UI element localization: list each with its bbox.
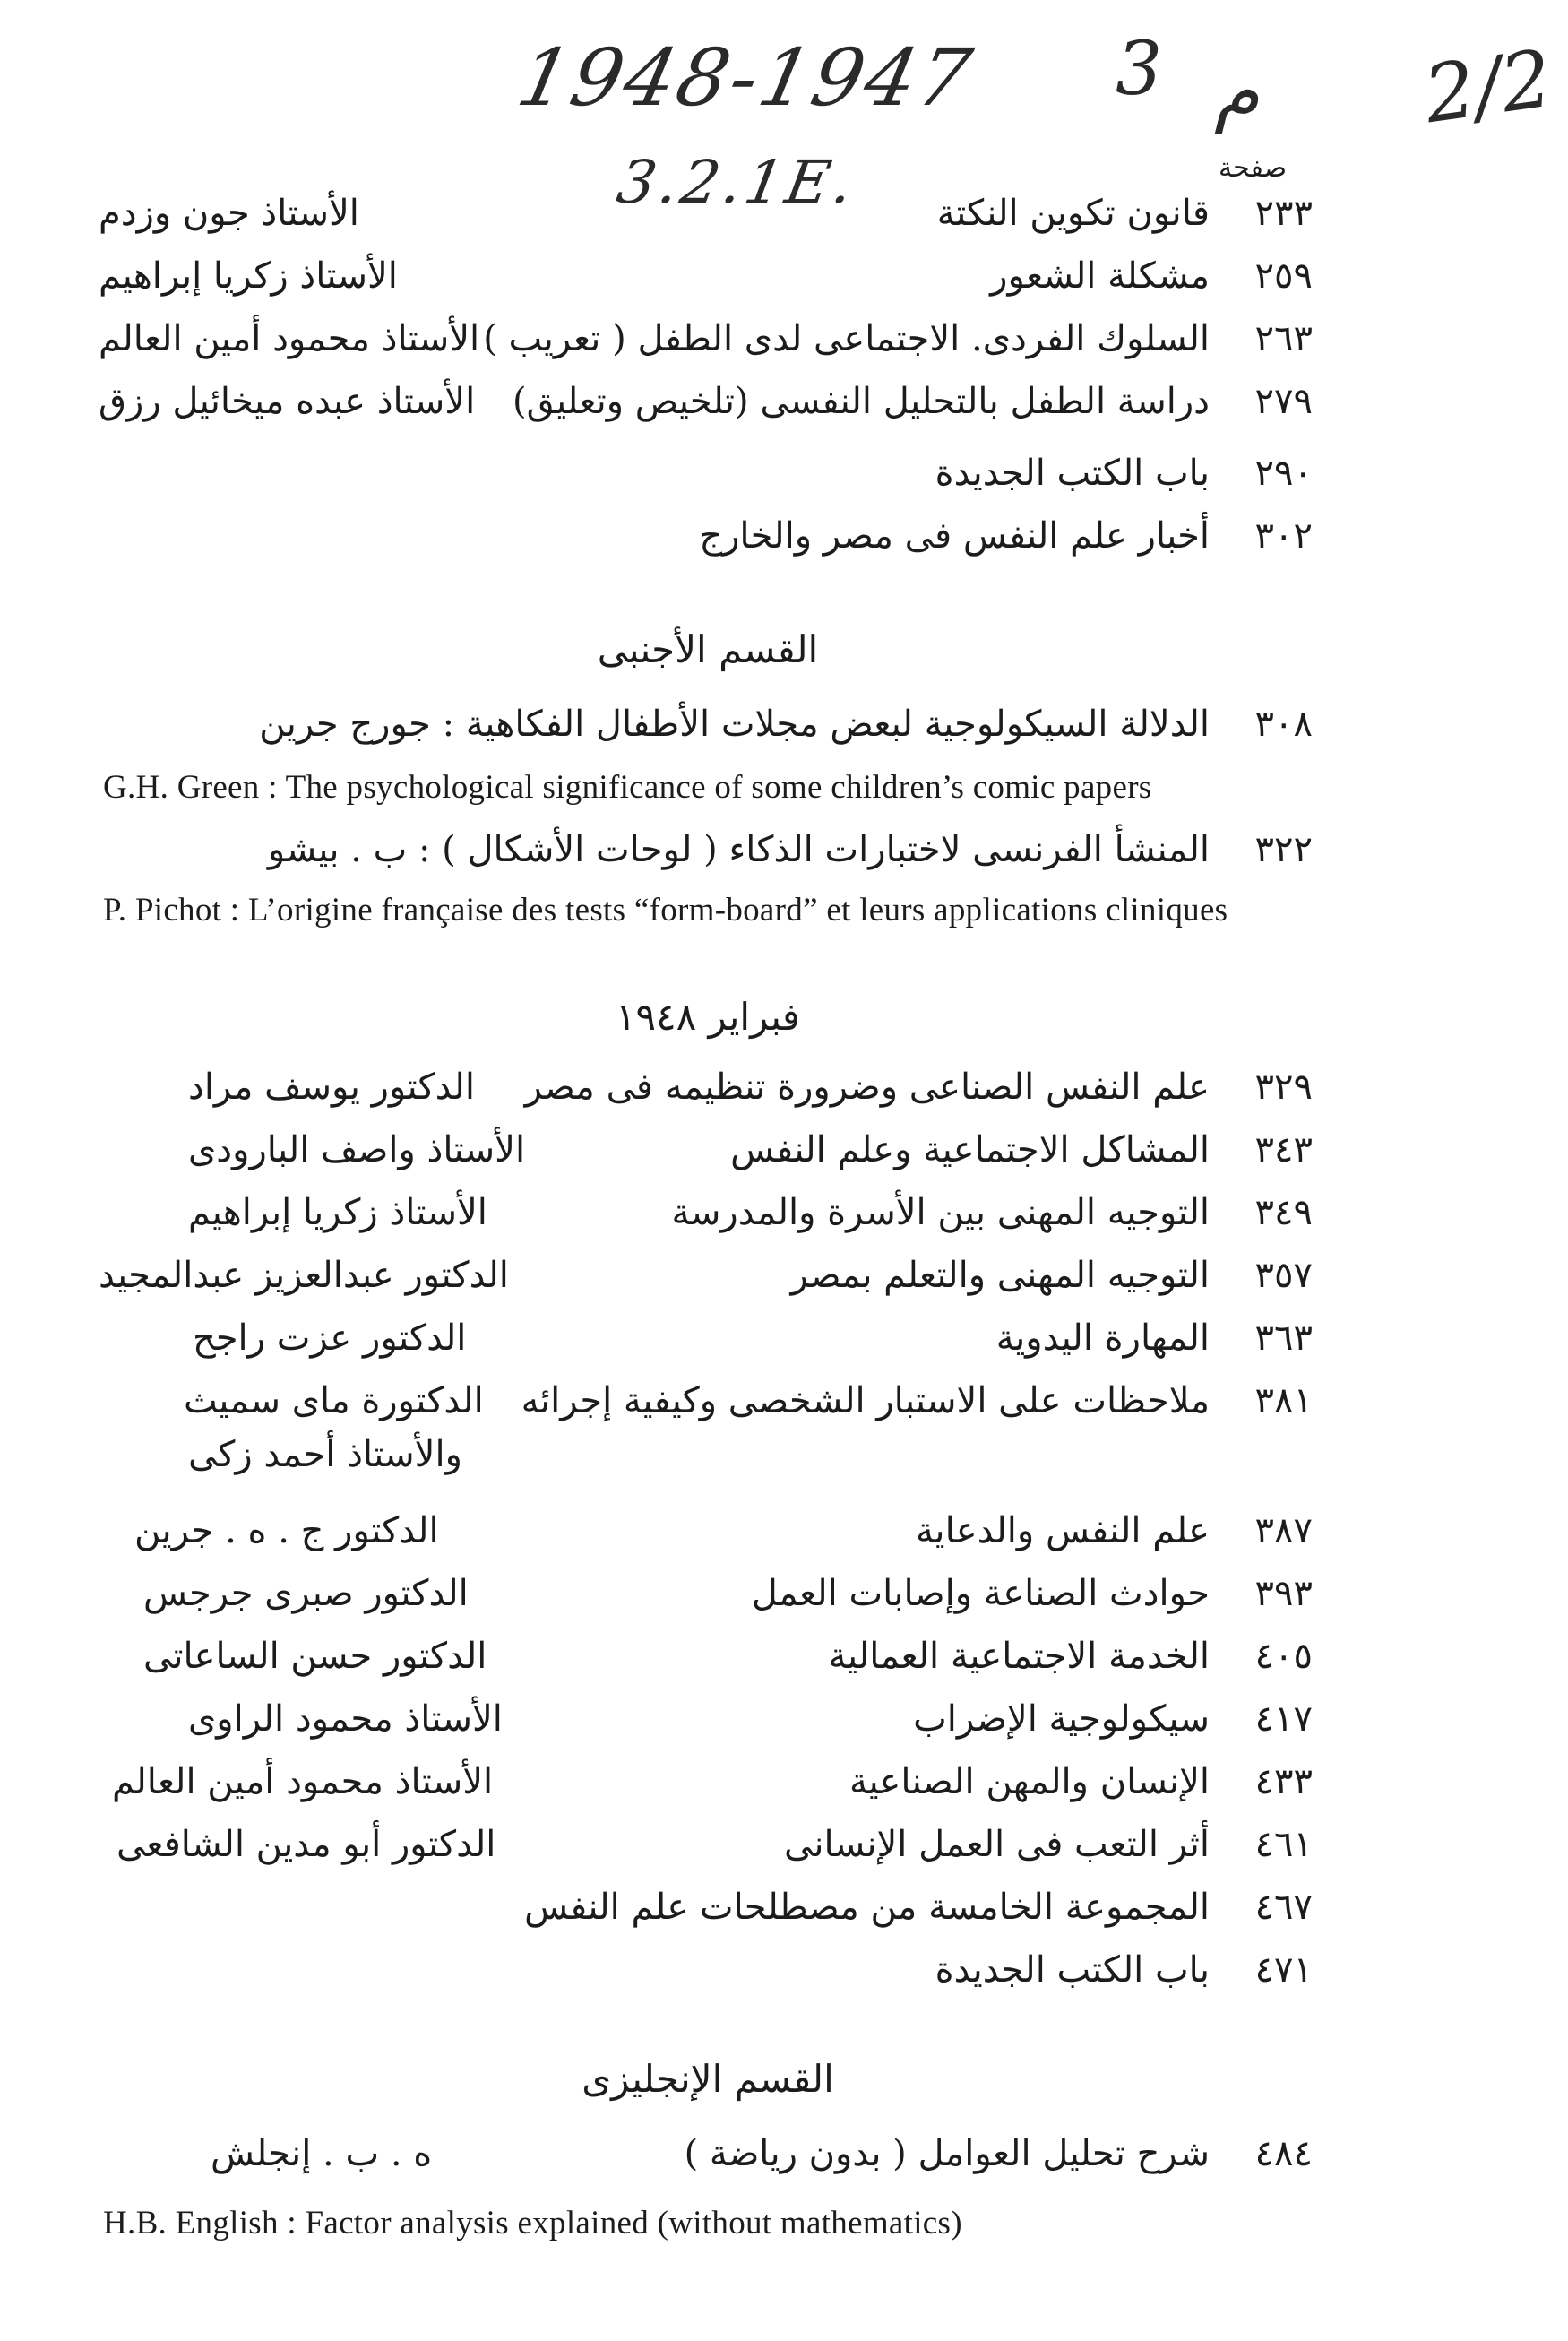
entry-title: حوادث الصناعة وإصابات العمل (751, 1573, 1210, 1614)
entry-author: الأستاذ جون وزدم (99, 193, 359, 234)
section-heading-foreign: القسم الأجنبى (597, 627, 819, 671)
handwritten-volume-number: 3 (1116, 27, 1163, 112)
toc-entry (0, 1255, 1568, 1312)
entry-page-number: ٣٨١ (1254, 1380, 1313, 1421)
entry-page-number: ٣٢٢ (1254, 829, 1313, 870)
entry-author: الأستاذ محمود أمين العالم (112, 1761, 494, 1802)
entry-english-title: G.H. Green : The psychological significance of some children’s comic papers (103, 769, 1152, 806)
toc-entry (0, 1510, 1568, 1568)
toc-entry (0, 704, 1568, 761)
entry-page-number: ٤٨٤ (1254, 2133, 1313, 2174)
entry-page-number: ٤٣٣ (1254, 1761, 1313, 1802)
entry-page-number: ٣٩٣ (1254, 1573, 1313, 1614)
toc-entry (0, 515, 1568, 573)
entry-author: الدكتور عزت راجح (193, 1317, 467, 1359)
toc-entry (0, 1761, 1568, 1818)
toc-entry (0, 1067, 1568, 1124)
entry-author: الأستاذ محمود الراوى (188, 1698, 503, 1740)
entry-page-number: ٣٨٧ (1254, 1510, 1313, 1551)
entry-title: التوجيه المهنى بين الأسرة والمدرسة (671, 1192, 1210, 1233)
entry-author: الدكتور عبدالعزيز عبدالمجيد (99, 1255, 509, 1296)
entry-page-number: ٢٧٩ (1254, 381, 1313, 422)
entry-title: المهارة اليدوية (995, 1317, 1210, 1359)
entry-author: الدكتور حسن الساعاتى (143, 1636, 487, 1677)
toc-entry (0, 1380, 1568, 1495)
entry-page-number: ٤٠٥ (1254, 1636, 1313, 1677)
toc-entry (0, 2133, 1568, 2190)
toc-entry (0, 193, 1568, 250)
entry-page-number: ٣٠٢ (1254, 515, 1313, 557)
toc-entry (0, 1698, 1568, 1756)
entry-author: الأستاذ واصف البارودى (188, 1129, 526, 1170)
entry-author: الدكتورة ماى سميث (184, 1380, 484, 1421)
entry-page-number: ٢٣٣ (1254, 193, 1313, 234)
entry-page-number: ٣٤٣ (1254, 1129, 1313, 1170)
entry-english-title: H.B. English : Factor analysis explained (without mathematics) (103, 2205, 962, 2242)
entry-title: ملاحظات على الاستبار الشخصى وكيفية إجرائه (521, 1380, 1210, 1421)
entry-english-title: P. Pichot : L’origine française des tests “form-board” et leurs applications cliniques (103, 892, 1228, 929)
entry-page-number: ٤١٧ (1254, 1698, 1313, 1740)
toc-entry (0, 1192, 1568, 1249)
handwritten-code: 3.2.1E. (612, 148, 862, 217)
toc-entry (0, 381, 1568, 438)
toc-entry (0, 318, 1568, 376)
entry-title: أثر التعب فى العمل الإنسانى (784, 1824, 1210, 1865)
entry-title: دراسة الطفل بالتحليل النفسى (تلخيص وتعليق) (513, 381, 1210, 422)
entry-author-second: والأستاذ أحمد زكى (188, 1434, 462, 1475)
page-column-label: صفحة (1219, 152, 1288, 184)
entry-page-number: ٢٥٩ (1254, 255, 1313, 297)
entry-title: علم النفس الصناعى وضرورة تنظيمه فى مصر (524, 1067, 1210, 1108)
entry-page-number: ٣٢٩ (1254, 1067, 1313, 1108)
entry-author: الأستاذ عبده ميخائيل رزق (99, 381, 476, 422)
entry-page-number: ٣٥٧ (1254, 1255, 1313, 1296)
entry-page-number: ٣٦٣ (1254, 1317, 1313, 1359)
entry-author: الدكتور صبرى جرجس (143, 1573, 469, 1614)
entry-author: الدكتور ج . ه . جرين (134, 1510, 439, 1551)
toc-entry (0, 1887, 1568, 1944)
section-heading-english: القسم الإنجليزى (582, 2057, 834, 2101)
entry-page-number: ٤٦٧ (1254, 1887, 1313, 1928)
entry-page-number: ٢٩٠ (1254, 453, 1313, 494)
entry-title: المجموعة الخامسة من مصطلحات علم النفس (524, 1887, 1210, 1928)
toc-entry (0, 453, 1568, 510)
entry-author: الأستاذ محمود أمين العالم (99, 318, 480, 359)
toc-entry (0, 1949, 1568, 2007)
entry-author: الدكتور يوسف مراد (188, 1067, 475, 1108)
entry-author: الأستاذ زكريا إبراهيم (188, 1192, 487, 1233)
entry-author: الدكتور أبو مدين الشافعى (116, 1824, 496, 1865)
entry-page-number: ٤٧١ (1254, 1949, 1313, 1991)
entry-title: التوجيه المهنى والتعلم بمصر (790, 1255, 1210, 1296)
month-heading: فبراير ١٩٤٨ (615, 995, 801, 1039)
toc-entry (0, 1636, 1568, 1693)
toc-entry (0, 1573, 1568, 1630)
entry-title: المنشأ الفرنسى لاختبارات الذكاء ( لوحات الأشكال ) : ب . بيشو (267, 829, 1210, 870)
entry-title: الدلالة السيكولوجية لبعض مجلات الأطفال الفكاهية : جورج جرين (259, 704, 1210, 745)
entry-title: السلوك الفردى. الاجتماعى لدى الطفل ( تعريب ) (483, 318, 1210, 359)
entry-page-number: ٢٦٣ (1254, 318, 1313, 359)
toc-entry (0, 1317, 1568, 1375)
entry-title: علم النفس والدعاية (915, 1510, 1210, 1551)
entry-page-number: ٤٦١ (1254, 1824, 1313, 1865)
toc-entry (0, 829, 1568, 886)
entry-title: سيكولوجية الإضراب (913, 1698, 1210, 1740)
entry-title: باب الكتب الجديدة (935, 453, 1210, 494)
entry-title: الإنسان والمهن الصناعية (849, 1761, 1210, 1802)
entry-title: أخبار علم النفس فى مصر والخارج (699, 515, 1210, 557)
entry-author: الأستاذ زكريا إبراهيم (99, 255, 398, 297)
entry-title: باب الكتب الجديدة (935, 1949, 1210, 1991)
entry-title: قانون تكوين النكتة (936, 193, 1210, 234)
toc-entry (0, 255, 1568, 313)
entry-author: ه . ب . إنجلش (211, 2133, 433, 2174)
entry-page-number: ٣٤٩ (1254, 1192, 1313, 1233)
handwritten-fraction: 2/2 (1418, 31, 1558, 142)
entry-title: الخدمة الاجتماعية العمالية (828, 1636, 1210, 1677)
entry-title: شرح تحليل العوامل ( بدون رياضة ) (684, 2133, 1210, 2174)
entry-title: مشكلة الشعور (990, 255, 1210, 297)
handwritten-m-letter: م (1214, 49, 1260, 134)
handwritten-years: 1948-1947 (510, 31, 982, 124)
entry-title: المشاكل الاجتماعية وعلم النفس (730, 1129, 1210, 1170)
entry-page-number: ٣٠٨ (1254, 704, 1313, 745)
toc-entry (0, 1824, 1568, 1881)
toc-entry (0, 1129, 1568, 1187)
